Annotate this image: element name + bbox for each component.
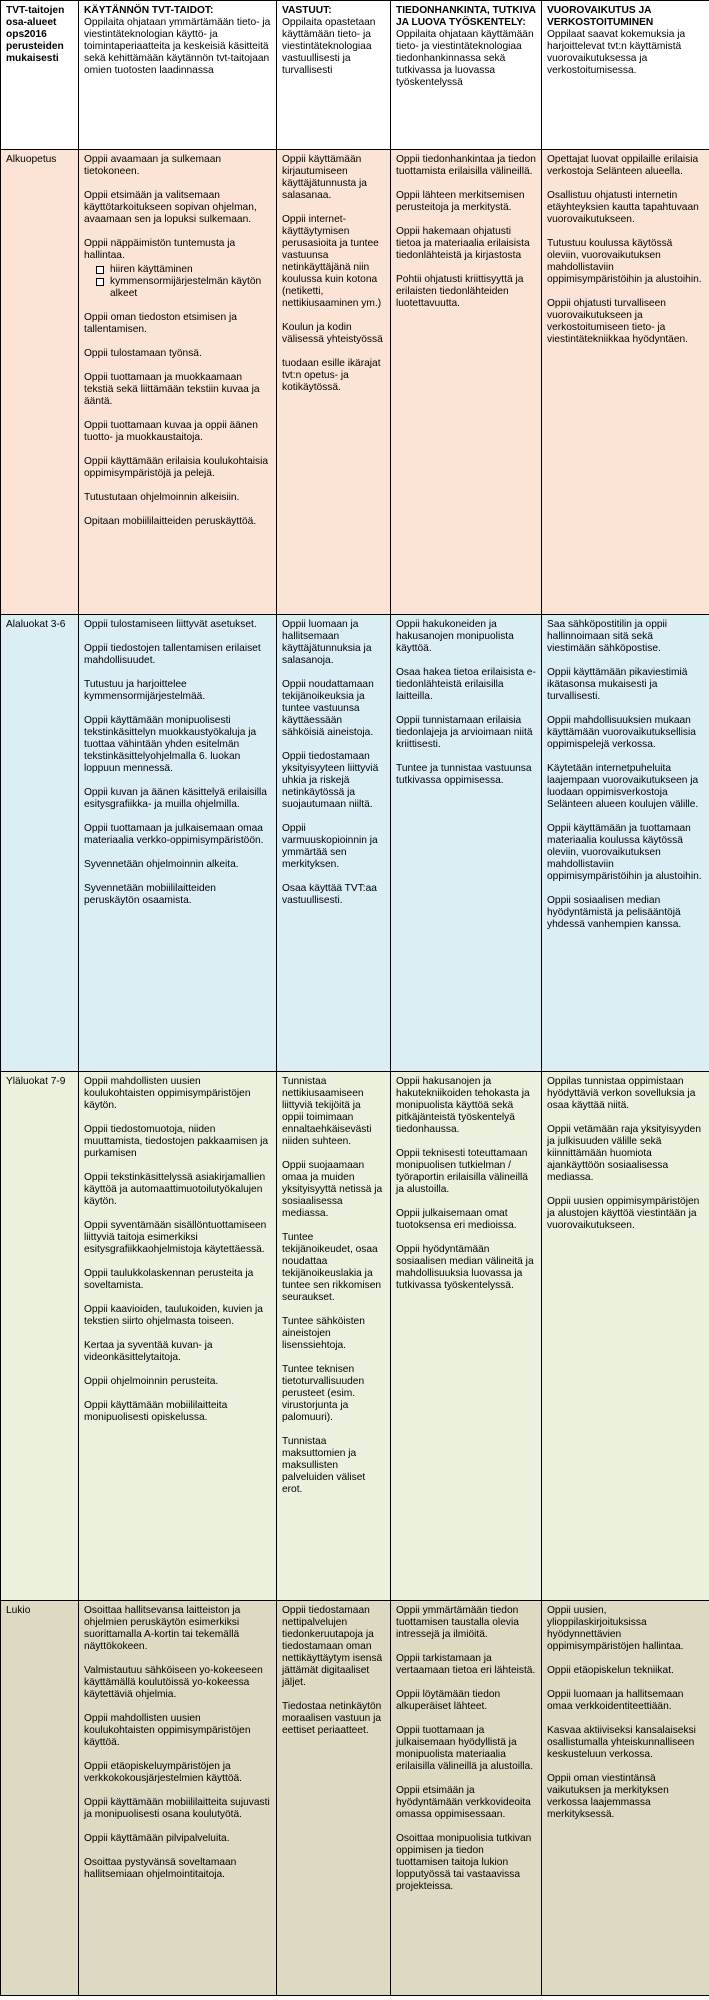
list-item: Osallistuu ohjatusti internetin etäyhteyksien kautta tapahtuvaan vuorovaikutukseen. [547, 190, 699, 225]
content-cell [277, 1601, 391, 1996]
list-item: Opettajat luovat oppilaille erilaisia verkostoja Selänteen alueella. [547, 154, 699, 177]
list-item: Tuntee ja tunnistaa vastuunsa tutkivassa oppimisessa. [396, 763, 532, 786]
list-item: Oppii käyttämään pikaviestimiä ikätasonsa mukaisesti ja turvallisesti. [547, 667, 688, 702]
list-item: Pohtii ohjatusti kriittisyyttä ja erilaisten tiedonlähteiden luotettavuutta. [396, 274, 524, 309]
list-item: Oppii tekstinkäsittelyssä asiakirjamallien käyttöä ja automaattimuotoilutyökalujen käytön. [84, 1172, 266, 1207]
list-item: Oppii avaamaan ja sulkemaan tietokoneen. [84, 154, 222, 177]
header-row [1, 1, 709, 150]
list-item: Tutustutaan ohjelmoinnin alkeisiin. [84, 492, 240, 503]
list-item: Oppii varmuuskopioinnin ja ymmärtää sen merkityksen. [282, 823, 378, 870]
column-description: Oppilaita ohjataan käyttämään tieto- ja viestintäteknologiaa tiedonhankinnassa sekä tutkivassa ja luovassa työskentelyssä [396, 29, 534, 88]
list-item: Tuntee tekijänoikeudet, osaa noudattaa tekijänoikeuslakia ja tuntee sen rikkomisen seuraukset. [282, 1232, 382, 1303]
column-description: Oppilaat saavat kokemuksia ja harjoittelevat tvt:n käyttämistä vuorovaikutuksessa ja verkostoitumisessa. [547, 29, 686, 76]
list-item: Oppii ohjatusti turvalliseen vuorovaikutukseen ja verkostoitumiseen tieto- ja viestintätekniikkaa hyödyntäen. [547, 298, 689, 345]
content-cell [391, 1601, 542, 1996]
list-item: Osaa käyttää TVT:aa vastuullisesti. [282, 883, 377, 906]
list-item: Opitaan mobiililaitteiden peruskäyttöä. [84, 516, 257, 527]
list-item: Osoittaa hallitsevansa laitteiston ja ohjelmien peruskäytön esimerkiksi suorittamalla A-kortin tai tekemällä näyttökokeen. [84, 1605, 241, 1652]
content-cell [542, 615, 709, 1072]
content-cell [277, 1072, 391, 1601]
list-item: Oppii hakukoneiden ja hakusanojen monipuolista käyttöä. [396, 619, 514, 654]
content-cell [79, 615, 277, 1072]
column-description: Oppilaita ohjataan ymmärtämään tieto- ja viestintäteknologian käyttö- ja toimintaperiaatteita ja keskeisiä käsitteitä sekä kehittämään käytännön tvt-taitojaan omien tuotosten laadinnassa [84, 17, 271, 76]
column-title: VASTUUT: [282, 5, 332, 16]
list-item: Oppii noudattamaan tekijänoikeuksia ja tuntee vastuunsa käyttäessään sähköisiä aineistoja. [282, 679, 374, 738]
list-item: Oppii hyödyntämään sosiaalisen median välineitä ja mahdollisuuksia luovassa ja tutkivassa työskentelyssä. [396, 1244, 534, 1291]
list-item: Osaa hakea tietoa erilaisista e-tiedonlähteistä erilaisilla laitteilla. [396, 667, 536, 702]
list-item: Oppii tuottamaan ja julkaisemaan hyödyllistä ja monipuolista materiaalia erilaisilla välineillä ja alustoilla. [396, 1725, 534, 1772]
list-item: Oppii oman viestintänsä vaikutuksen ja merkityksen verkossa laajemmassa merkityksessä. [547, 1773, 669, 1820]
checkbox-list-text: kymmensormijärjestelmän käytön alkeet [110, 276, 262, 299]
list-item: Osoittaa monipuolisia tutkivan oppimisen ja tiedon tuottamisen taitoja lukion lopputyössä tai vastaavissa projekteissa. [396, 1833, 532, 1892]
list-item: Osoittaa pystyvänsä soveltamaan hallitsemiaan ohjelmointitaitoja. [84, 1857, 237, 1880]
list-item: Saa sähköpostitilin ja oppii hallinnoimaan sitä sekä viestimään sähköpostise. [547, 619, 668, 654]
checkbox-bullet-icon [96, 278, 104, 286]
column-header-practical-skills [79, 1, 277, 150]
list-item: Oppii tiedostojen tallentamisen erilaiset mahdollisuudet. [84, 643, 261, 666]
row-alkuopetus [1, 150, 709, 615]
list-item: Oppii käyttämään monipuolisesti tekstinkäsittelyn muokkaustyökaluja ja tuottaa vähintään yhden esitelmän tekstinkäsittelyohjelmalla 6. luokan loppuun mennessä. [84, 715, 257, 774]
checkbox-bullet-icon [96, 266, 104, 274]
list-item: Tuntee sähköisten aineistojen lisenssiehtoja. [282, 1316, 365, 1351]
list-item: Oppilas tunnistaa oppimistaan hyödyttäviä verkon sovelluksia ja osaa käyttää niitä. [547, 1076, 696, 1111]
list-item: Oppii käyttämään mobiililaitteita monipuolisesti opiskelussa. [84, 1400, 228, 1423]
list-item: Koulun ja kodin välisessä yhteistyössä [282, 322, 383, 345]
list-item: tuodaan esille ikärajat tvt:n opetus- ja kotikäytössä. [282, 358, 381, 393]
list-item: Oppii uusien, ylioppilaskirjoituksissa hyödynnettävien oppimisympäristöjen hallintaa. [547, 1605, 684, 1652]
list-item: Oppii uusien oppimisympäristöjen ja alustojen käyttöä viestintään ja vuorovaikutukseen. [547, 1196, 700, 1231]
list-item: Oppii käyttämään ja tuottamaan materiaalia koulussa käytössä oleviin, vuorovaikutuksen mahdollistaviin oppimisympäristöihin ja alustoihin. [547, 823, 702, 882]
content-cell [542, 150, 709, 615]
content-cell [79, 1601, 277, 1996]
list-item: Oppii tiedostomuotoja, niiden muuttamista, tiedostojen pakkaamisen ja purkamisen [84, 1124, 269, 1159]
list-item: Oppii tulostamaan työnsä. [84, 348, 202, 359]
list-item: Oppii syventämään sisällöntuottamiseen liittyviä taitoja esimerkiksi esitysgrafiikkaohjelmistoja käytettäessä. [84, 1220, 267, 1255]
column-description: Oppilaita opastetaan käyttämään tieto- ja viestintäteknologiaa vastuullisesti ja turvallisesti [282, 17, 376, 76]
column-header-interaction-networking [542, 1, 709, 150]
list-item: Oppii oman tiedoston etsimisen ja tallentamisen. [84, 312, 237, 335]
column-header-responsibilities [277, 1, 391, 150]
row-label: Alkuopetus [1, 150, 79, 615]
list-item: Tutustuu ja harjoittelee kymmensormijärjestelmää. [84, 679, 206, 702]
content-cell [391, 150, 542, 615]
list-item: Oppii tunnistamaan erilaisia tiedonlajeja ja arvioimaan niitä kriittisesti. [396, 715, 533, 750]
list-item: Oppii internet-käyttäytymisen perusasioita ja tuntee vastuunsa netinkäyttäjänä niin koulussa kuin kotona (netiketti, nettikiusaaminen ym.) [282, 214, 382, 309]
list-item: Oppii tuottamaan kuvaa ja oppii äänen tuotto- ja muokkaustaitoja. [84, 420, 258, 443]
column-title: KÄYTÄNNÖN TVT-TAIDOT: [84, 5, 214, 16]
list-item: Oppii suojaamaan omaa ja muiden yksityisyyttä netissä ja sosiaalisessa mediassa. [282, 1160, 383, 1219]
list-item: Syvennetään mobiililaitteiden peruskäytön osaamista. [84, 883, 216, 906]
list-item: Oppii tiedostamaan nettipalvelujen tiedonkeruutapoja ja tiedostamaan oman nettikäyttäytym isensä jättämät digitaaliset jäljet. [282, 1605, 383, 1688]
corner-cell: TVT-taitojen osa-alueet ops2016 perusteiden mukaisesti [1, 1, 79, 150]
row-label: Lukio [1, 1601, 79, 1996]
list-item: Oppii etäopiskelun tekniikat. [547, 1665, 674, 1676]
row-ylaluokat [1, 1072, 709, 1601]
column-title: TIEDONHANKINTA, TUTKIVA JA LUOVA TYÖSKENTELY: [396, 5, 536, 28]
list-item: Oppii teknisesti toteuttamaan monipuolisen tutkielman / työraportin erilaisilla välineillä ja alustoilla. [396, 1148, 528, 1195]
list-item: Oppii tuottamaan ja julkaisemaan omaa materiaalia verkko-oppimisympäristöön. [84, 823, 264, 846]
list-item: Kertaa ja syventää kuvan- ja videonkäsittelytaitoja. [84, 1340, 213, 1363]
content-cell [79, 150, 277, 615]
column-title: VUOROVAIKUTUS JA VERKOSTOITUMINEN [547, 5, 654, 28]
row-lukio [1, 1601, 709, 1996]
list-item: Valmistautuu sähköiseen yo-kokeeseen käyttämällä koulutöissä yo-kokeessa käytettäviä ohjelmia. [84, 1665, 263, 1700]
content-cell [391, 1072, 542, 1601]
list-item: Oppii käyttämään erilaisia koulukohtaisia oppimisympäristöjä ja pelejä. [84, 456, 269, 479]
row-alaluokat [1, 615, 709, 1072]
list-item: Syvennetään ohjelmoinnin alkeita. [84, 859, 239, 870]
list-item: Oppii lähteen merkitsemisen perusteitoja ja merkitystä. [396, 190, 525, 213]
checkbox-list-text: hiiren käyttäminen [110, 264, 193, 275]
list-item: Oppii luomaan ja hallitsemaan käyttäjätunnuksia ja salasanoja. [282, 619, 372, 666]
list-item: Oppii etäopiskeluympäristöjen ja verkkokokousjärjestelmien käyttöä. [84, 1761, 242, 1784]
list-item: Oppii ymmärtämään tiedon tuottamisen taustalla olevia intressejä ja ilmiöitä. [396, 1605, 519, 1640]
list-item: Oppii etsimään ja valitsemaan käyttötarkoitukseen sopivan ohjelman, avaamaan sen ja lopuksi sulkemaan. [84, 190, 257, 225]
content-cell [277, 150, 391, 615]
list-item: Tunnistaa nettikiusaamiseen liittyviä tekijöitä ja oppii toimimaan ennaltaehkäisevästi niiden suhteen. [282, 1076, 372, 1147]
content-cell [542, 1072, 709, 1601]
list-item: Oppii tuottamaan ja muokkaamaan tekstiä sekä liittämään tekstiin kuvaa ja ääntä. [84, 372, 260, 407]
list-item: Oppii käyttämään mobiililaitteita sujuvasti ja monipuolisesti osana koulutyötä. [84, 1797, 270, 1820]
list-item: Oppii tulostamiseen liittyvät asetukset. [84, 619, 257, 630]
list-item: Oppii tiedostamaan yksityisyyteen liittyviä uhkia ja riskejä netinkäytössä ja suojautumaan niiltä. [282, 751, 379, 810]
list-item: Oppii mahdollisuuksien mukaan käyttämään vuorovaikutuksellisia oppimispelejä verkossa. [547, 715, 696, 750]
list-item: Oppii hakusanojen ja hakutekniikoiden tehokasta ja monipuolista käyttöä sekä pitkäjänteistä työskentelyä tiedonhaussa. [396, 1076, 530, 1135]
list-item: Käytetään internetpuheluita laajempaan vuorovaikutukseen ja luodaan oppimisverkostoja Selänteen alueen koulujen välille. [547, 763, 699, 810]
list-item: Oppii kuvan ja äänen käsittelyä erilaisilla esitysgrafiikka- ja muilla ohjelmilla. [84, 787, 267, 810]
list-item: Tutustuu koulussa käytössä oleviin, vuorovaikutuksen mahdollistaviin oppimisympäristöihin ja alustoihin. [547, 238, 702, 285]
list-item: Oppii etsimään ja hyödyntämään verkkovideoita omassa oppimisessaan. [396, 1785, 531, 1820]
row-label: Alaluokat 3-6 [1, 615, 79, 1072]
checkbox-list-item [96, 276, 271, 300]
list-item: Oppii näppäimistön tuntemusta ja hallintaa. [84, 238, 236, 261]
content-cell [391, 615, 542, 1072]
list-item: Tiedostaa netinkäytön moraalisen vastuun ja eettiset periaatteet. [282, 1701, 382, 1736]
list-item: Oppii mahdollisten uusien koulukohtaisten oppimisympäristöjen käyttöä. [84, 1713, 251, 1748]
list-item: Oppii taulukkolaskennan perusteita ja soveltamista. [84, 1268, 254, 1291]
checkbox-list [96, 264, 271, 300]
content-cell [542, 1601, 709, 1996]
list-item: Oppii käyttämään pilvipalveluita. [84, 1833, 230, 1844]
list-item: Oppii hakemaan ohjatusti tietoa ja materiaalia erilaisista tiedonlähteistä ja kirjastosta [396, 226, 530, 261]
column-header-information-retrieval [391, 1, 542, 150]
list-item: Oppii julkaisemaan omat tuotoksensa eri medioissa. [396, 1208, 517, 1231]
content-cell [277, 615, 391, 1072]
list-item: Tuntee teknisen tietoturvallisuuden perusteet (esim. virustorjunta ja palomuuri). [282, 1364, 365, 1423]
list-item: Kasvaa aktiiviseksi kansalaiseksi osallistumalla yhteiskunnalliseen keskusteluun verkossa. [547, 1725, 696, 1760]
row-label: Yläluokat 7-9 [1, 1072, 79, 1601]
list-item: Oppii löytämään tiedon alkuperäiset lähteet. [396, 1689, 501, 1712]
list-item: Oppii kaavioiden, taulukoiden, kuvien ja tekstien siirto ohjelmasta toiseen. [84, 1304, 263, 1327]
content-cell [79, 1072, 277, 1601]
list-item: Oppii vetämään raja yksityisyyden ja julkisuuden välille sekä kiinnittämään huomiota ajankäyttöön sosiaalisessa mediassa. [547, 1124, 702, 1183]
list-item: Oppii tarkistamaan ja vertaamaan tietoa eri lähteistä. [396, 1653, 536, 1676]
list-item: Tunnistaa maksuttomien ja maksullisten palveluiden väliset erot. [282, 1436, 366, 1495]
list-item: Oppii tiedonhankintaa ja tiedon tuottamista erilaisilla välineillä. [396, 154, 536, 177]
checkbox-list-item [96, 264, 271, 276]
list-item: Oppii luomaan ja hallitsemaan omaa verkkoidentiteettiään. [547, 1689, 684, 1712]
list-item: Oppii sosiaalisen median hyödyntämistä ja pelisääntöjä yhdessä vanhempien kanssa. [547, 895, 682, 930]
list-item: Oppii käyttämään kirjautumiseen käyttäjätunnusta ja salasanaa. [282, 154, 367, 201]
list-item: Oppii ohjelmoinnin perusteita. [84, 1376, 219, 1387]
list-item: Oppii mahdollisten uusien koulukohtaisten oppimisympäristöjen käytön. [84, 1076, 251, 1111]
